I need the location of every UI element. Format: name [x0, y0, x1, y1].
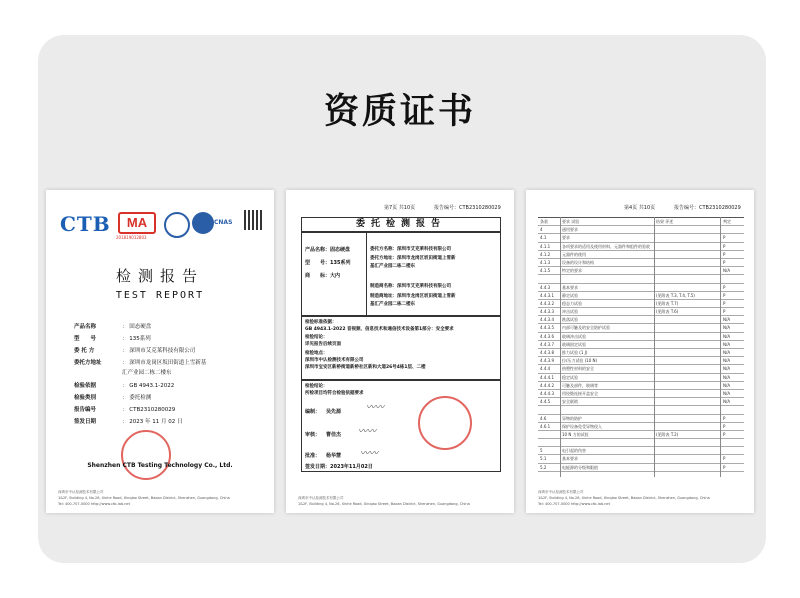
table-cell: N/A: [723, 350, 731, 355]
entrusted-report-document: [286, 190, 514, 513]
ma-number: 201819012803: [116, 235, 147, 240]
page-number: 第7页 共10页: [384, 205, 416, 211]
table-row: [538, 333, 744, 341]
table-cell: 4.1.3: [540, 259, 551, 265]
table-cell: 基本要求: [562, 284, 578, 290]
table-cell: 4.4.4.3: [540, 390, 554, 396]
test-result-table-document: [526, 190, 754, 513]
table-cell: 4.1: [540, 235, 547, 241]
table-cell: 结果 评述: [656, 219, 674, 224]
table-cell: 保护设备免受异物侵入: [562, 423, 602, 429]
right-row: 委托方地址：深圳市龙岗区坂田街道上雪新: [370, 256, 456, 261]
table-cell: 4.1.1: [540, 243, 551, 249]
table-row: [538, 234, 744, 242]
table-row: [538, 455, 744, 463]
table-cell: 拉/压力试验 (10 N): [562, 358, 598, 364]
signer-name: 曹佳杰: [326, 432, 342, 438]
table-cell: 判定: [723, 219, 731, 224]
table-cell: N/A: [723, 341, 731, 347]
table-cell: 推力试验 (1 J): [562, 350, 588, 355]
table-row: [538, 365, 744, 373]
signer-role: 编制：: [305, 409, 321, 415]
report-number: 报告编号：CTB2310280029: [674, 205, 741, 211]
table-row: [538, 284, 744, 292]
table-cell: N/A: [723, 399, 731, 405]
ctb-logo: CTB: [60, 212, 111, 236]
table-cell: 4.4.3: [540, 284, 551, 290]
table-cell: 电引起的伤害: [562, 448, 586, 454]
table-cell: 特定的要求: [562, 268, 582, 274]
table-cell: 稳态力试验: [562, 300, 582, 306]
signature-2: 〰〰: [358, 427, 377, 437]
table-row: [538, 267, 744, 275]
divider: [366, 232, 367, 315]
report-cover-document: [46, 190, 274, 513]
table-row: [538, 316, 744, 324]
table-cell: 4.1.2: [540, 251, 551, 257]
table-row: [538, 259, 744, 267]
table-cell: 安全联锁: [562, 399, 578, 405]
lab-address: 深圳市宝安区新桥街道新桥社区新和大道26号4栋1层、二楼: [305, 365, 426, 370]
footer-line: 1&2F, Building 4, No.26, Xinhe Road, Xinqiao Street, Baoan District, Shenzhen, Guangdong, China: [298, 502, 470, 506]
table-cell: 冲击试验: [562, 309, 578, 315]
table-cell: P: [723, 284, 726, 290]
table-row: [538, 423, 744, 431]
table-cell: N/A: [723, 333, 731, 339]
footer-line: 深圳市中认检测技术有限公司: [58, 490, 104, 494]
lab-label: 检验地点：: [305, 351, 328, 356]
table-cell: N/A: [723, 268, 731, 274]
table-cell: P: [723, 235, 726, 241]
footer-line: Tel: 400-707-0000 http://www.ctb-lab.net: [538, 502, 610, 506]
table-cell: P: [723, 464, 726, 470]
table-cell: 4.4.3.1: [540, 292, 554, 298]
table-cell: 电能源的分级和限值: [562, 464, 598, 470]
table-cell: 4.4.4.2: [540, 382, 554, 388]
table-cell: 条款: [540, 219, 548, 224]
footer-line: 1&2F, Building 4, No.26, Xinhe Road, Xinqiao Street, Baoan District, Shenzhen, Guangdong, China: [538, 496, 710, 500]
table-cell: 要求 试验: [562, 219, 580, 224]
footer-line: Tel: 400-707-0000 http://www.ctb-lab.net: [58, 502, 130, 506]
table-row: [538, 300, 744, 308]
signer-name: 吴先源: [326, 409, 342, 415]
table-cell: 5.2: [540, 464, 547, 470]
table-cell: N/A: [723, 382, 731, 388]
table-cell: 4.4.3.4: [540, 317, 554, 323]
signer-name: 杨华慧: [326, 453, 342, 459]
page-number: 第4页 共10页: [624, 205, 656, 211]
table-cell: 通用要求: [562, 227, 578, 233]
result-table: [538, 217, 744, 472]
field-row: 产品名称 ： 固态硬盘: [74, 324, 152, 330]
basis-text: GB 4943.1-2022 音视频、信息技术和通信技术设备第1部分：安全要求: [305, 327, 454, 332]
table-cell: 4.4.3.3: [540, 309, 554, 315]
table-row: [538, 226, 744, 234]
table-row: [538, 275, 744, 283]
table-cell: 4.4.3.2: [540, 300, 554, 306]
table-cell: 设备的设计和结构: [562, 259, 594, 265]
table-cell: 4.4.3.8: [540, 350, 554, 355]
table-divider: [560, 217, 561, 477]
lab-name: 深圳市中认检测技术有限公司: [305, 358, 364, 363]
table-cell: (见附表 T.2): [656, 431, 679, 437]
footer-line: 1&2F, Building 4, No.26, Xinhe Road, Xinqiao Street, Baoan District, Shenzhen, Guangdong, China: [58, 496, 230, 500]
table-cell: 用铰链连接开盖安全: [562, 390, 598, 396]
conclusion-label: 检验结论：: [305, 384, 328, 389]
sample-text: 详见报告后续页面: [305, 342, 341, 347]
right-row: 委托方名称：深圳市艾克莱科技有限公司: [370, 247, 451, 252]
table-cell: P: [723, 300, 726, 306]
table-divider: [654, 217, 655, 477]
table-row: [538, 308, 744, 316]
table-cell: 玻璃冲击试验: [562, 333, 586, 339]
table-cell: N/A: [723, 317, 731, 323]
field-row: 型 号 ： 135系列: [74, 336, 151, 342]
table-cell: P: [723, 415, 726, 421]
table-cell: 4.4.3.7: [540, 341, 554, 347]
table-row: [538, 324, 744, 332]
red-seal-stamp: [121, 430, 171, 480]
table-cell: (见附表 T.7): [656, 300, 679, 306]
right-row: 制造商名称：深圳市艾克莱科技有限公司: [370, 284, 451, 289]
field-row: 汇产业园二栋二楼东: [122, 370, 172, 376]
report-title: 委托检测报告: [301, 217, 501, 232]
table-cell: (见附表 T.3, T.4, T.5): [656, 292, 695, 298]
table-cell: 4.1.5: [540, 268, 551, 274]
table-cell: 5: [540, 448, 543, 454]
table-cell: 4.4.5: [540, 399, 551, 405]
field-row: 委 托 方 ： 深圳市艾克莱科技有限公司: [74, 348, 196, 354]
table-cell: 可触及部件，玻璃等: [562, 382, 598, 388]
table-cell: P: [723, 243, 726, 249]
table-cell: P: [723, 292, 726, 298]
table-row: [538, 431, 744, 439]
table-cell: N/A: [723, 358, 731, 364]
table-cell: P: [723, 251, 726, 257]
field-row: 签发日期 ： 2023 年 11 月 02 日: [74, 419, 183, 425]
table-cell: 4.6: [540, 415, 547, 421]
table-row: [538, 390, 744, 398]
table-cell: 4.4.3.6: [540, 333, 554, 339]
table-cell: N/A: [723, 325, 731, 331]
table-cell: 要求: [562, 235, 570, 241]
table-divider: [720, 217, 721, 477]
table-cell: (见附表 T.6): [656, 309, 679, 315]
table-cell: P: [723, 423, 726, 429]
table-row: [538, 292, 744, 300]
right-row: 基汇产业园二栋二楼东: [370, 302, 415, 307]
table-row: [538, 406, 744, 414]
table-row: [538, 243, 744, 251]
lab-company-name: Shenzhen CTB Testing Technology Co., Ltd.: [87, 462, 233, 469]
signer-role: 批准：: [305, 453, 321, 459]
table-cell: 静定试验: [562, 292, 578, 298]
cnas-label: CNAS: [214, 219, 233, 226]
conclusion-text: 所检项目均符合检验依据要求: [305, 391, 364, 396]
table-cell: 4.4.4.1: [540, 374, 554, 380]
table-cell: 元器件的使用: [562, 251, 586, 257]
table-row: [538, 415, 744, 423]
report-title-cn: 检测报告: [115, 267, 204, 285]
table-cell: P: [723, 431, 726, 437]
ma-logo: [118, 212, 156, 234]
table-cell: 稳定试验: [562, 374, 578, 380]
table-cell: 玻璃固定试验: [562, 341, 586, 347]
field-row: 检验类别 ： 委托检测: [74, 395, 152, 401]
qr-code-icon: [244, 210, 264, 230]
table-row: [538, 447, 744, 455]
table-cell: N/A: [723, 366, 731, 372]
report-number: 报告编号：CTB2310280029: [434, 205, 501, 211]
table-row: [538, 439, 744, 447]
table-row: [538, 341, 744, 349]
table-row: [538, 251, 744, 259]
cnas-icon: [192, 212, 214, 234]
right-row: 基汇产业园二栋二楼东: [370, 264, 415, 269]
table-cell: 热塑性材料的安全: [562, 366, 594, 372]
basis-label: 检验标准依据：: [305, 320, 337, 325]
signature-3: 〰〰: [360, 449, 379, 459]
footer-line: 深圳市中认检测技术有限公司: [538, 490, 584, 494]
table-row: [538, 464, 744, 472]
table-row: [538, 374, 744, 382]
ma-logo-text: MA: [126, 215, 148, 230]
table-cell: 5.1: [540, 456, 547, 462]
table-cell: 各项要求的适用及使用材料、元器件和组件的验收: [562, 243, 650, 249]
table-cell: 4.4.4: [540, 366, 551, 372]
table-cell: P: [723, 309, 726, 315]
table-row: [538, 357, 744, 365]
left-row: 产品名称：固态硬盘: [305, 247, 351, 253]
table-cell: N/A: [723, 390, 731, 396]
table-cell: P: [723, 259, 726, 265]
field-row: 报告编号 ： CTB2310280029: [74, 407, 176, 413]
table-row: [538, 349, 744, 357]
right-row: 制造商地址：深圳市龙岗区坂田街道上雪新: [370, 294, 456, 299]
footer-line: 深圳市中认检测技术有限公司: [298, 496, 344, 500]
sample-label: 检验结论：: [305, 335, 328, 340]
table-cell: 4: [540, 227, 543, 233]
table-row: [538, 398, 744, 406]
table-cell: 4.4.3.5: [540, 325, 554, 331]
left-row: 商 标：大内: [305, 273, 341, 279]
table-header-row: [538, 218, 744, 226]
issue-date: 签发日期：2023年11月02日: [305, 464, 373, 470]
report-title-en: TEST REPORT: [115, 290, 205, 301]
table-cell: 异物的防护: [562, 415, 582, 421]
left-row: 型 号：135系列: [305, 260, 351, 266]
table-row: [538, 382, 744, 390]
field-row: 委托方地址 ： 深圳市龙岗区坂田街道上雪新基: [74, 360, 207, 366]
ilac-mra-icon: [164, 212, 190, 238]
table-cell: 基本要求: [562, 456, 578, 462]
table-cell: 4.6.1: [540, 423, 551, 429]
signature-1: 〰〰: [366, 403, 385, 413]
red-seal-stamp: [418, 396, 472, 450]
field-row: 检验依据 ： GB 4943.1-2022: [74, 383, 175, 389]
table-cell: N/A: [723, 374, 731, 380]
table-cell: P: [723, 456, 726, 462]
signer-role: 审核：: [305, 432, 321, 438]
page-title: 资质证书: [323, 92, 476, 132]
table-cell: 跌落试验: [562, 317, 578, 323]
table-cell: 4.4.3.9: [540, 358, 554, 364]
table-cell: 10 N 力的试验: [562, 431, 589, 437]
table-cell: 内部可触及的安全防护试验: [562, 325, 610, 331]
